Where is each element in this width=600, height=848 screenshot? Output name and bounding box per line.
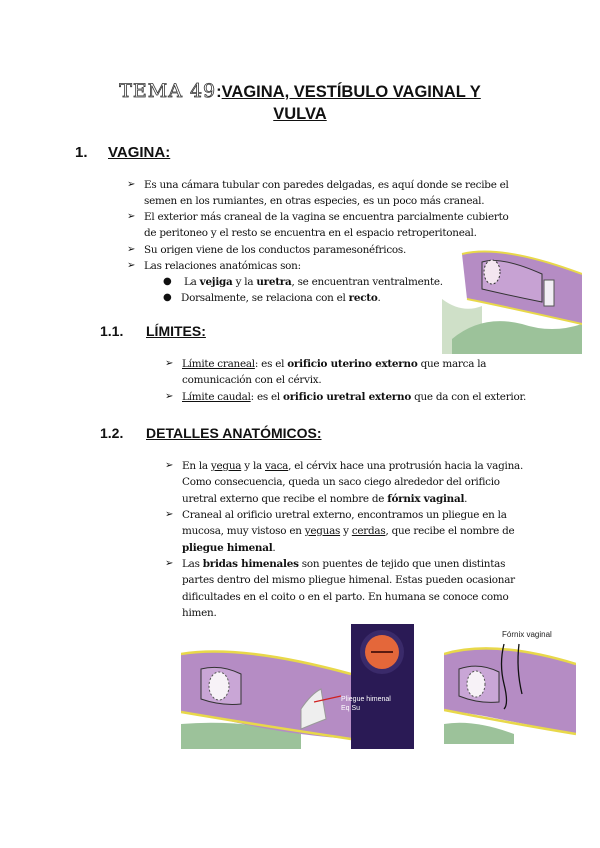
vagina-diagram-small (442, 244, 582, 354)
arrow-bullet-icon: ➢ (165, 558, 174, 569)
arrow-bullet-icon: ➢ (165, 391, 174, 402)
pliegue-himenal-figure (181, 624, 414, 749)
title-line2: VULVA (273, 105, 327, 123)
arrow-bullet-icon: ➢ (165, 358, 174, 369)
cervix-os (467, 671, 485, 697)
page-title: TEMA 49:VAGINA, VESTÍBULO VAGINAL Y VULVA (119, 80, 481, 123)
arrow-bullet-icon: ➢ (165, 509, 174, 520)
pliegue-label-1: Pliegue himenal (341, 696, 391, 703)
arrow-bullet-icon: ➢ (165, 460, 174, 471)
title-line1: VAGINA, VESTÍBULO VAGINAL Y (221, 83, 481, 101)
pliegue-label-2: Eq Su (341, 705, 361, 712)
limite-caudal: Límite caudal: es el orificio uretral externo que da con el exterior. (182, 391, 527, 403)
arrow-bullet-icon: ➢ (127, 260, 136, 271)
dot-bullet-icon: ● (163, 292, 172, 303)
hymen-fold (544, 280, 554, 306)
tema-label: TEMA 49 (119, 80, 217, 102)
arrow-bullet-icon: ➢ (127, 211, 136, 222)
relation-ventral: La vejiga y la uretra, se encuentran ventralmente. (184, 276, 443, 288)
fornix-vaginal-figure (444, 624, 576, 744)
cervix-os (209, 672, 229, 700)
dot-bullet-icon: ● (163, 276, 172, 287)
arrow-bullet-icon: ➢ (127, 179, 136, 190)
relation-dorsal: Dorsalmente, se relaciona con el recto. (181, 292, 381, 304)
limite-craneal: Límite craneal: es el orificio uterino externo que marca la (182, 358, 487, 370)
cervix-shape (484, 260, 500, 284)
fornix-label: Fórnix vaginal (502, 630, 552, 639)
arrow-bullet-icon: ➢ (127, 244, 136, 255)
